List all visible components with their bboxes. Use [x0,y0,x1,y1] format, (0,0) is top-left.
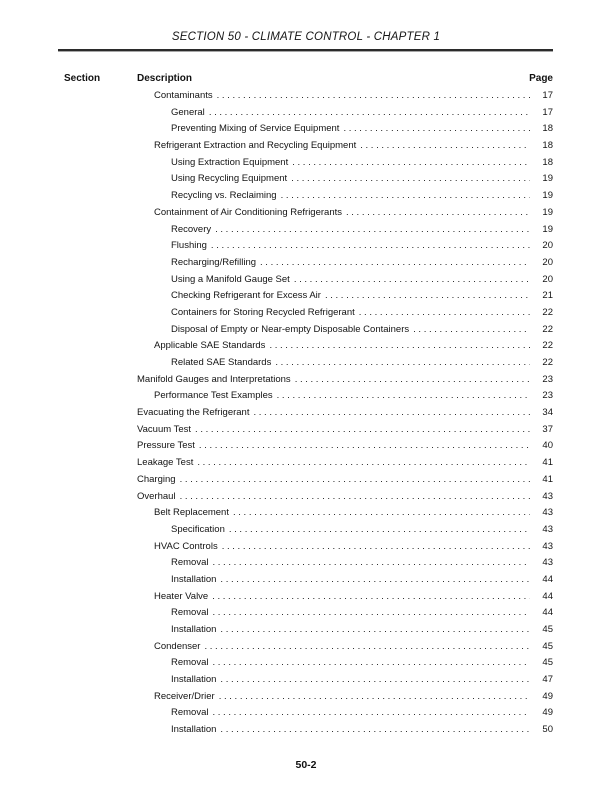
toc-dot-leader [213,655,531,672]
toc-dot-leader [209,105,530,122]
toc-row [137,288,553,305]
toc-row [137,355,553,372]
toc-entry-page: 45 [542,657,553,669]
toc-dot-leader [291,171,530,188]
toc-entry-page: 22 [542,306,553,318]
toc-entry-label: HVAC Controls [154,540,218,552]
toc-row [137,121,553,138]
toc-list [137,88,553,739]
toc-entry-label: Condenser [154,640,201,652]
toc-entry-page: 44 [542,573,553,585]
toc-entry-label: Recovery [171,223,212,235]
toc-entry-label: Applicable SAE Standards [154,340,266,352]
toc-dot-leader [199,438,530,455]
toc-entry-label: Belt Replacement [154,507,229,519]
toc-entry-page: 43 [542,523,553,535]
toc-entry-label: Containers for Storing Recycled Refrigerant [171,306,355,318]
toc-row [137,505,553,522]
toc-dot-leader [212,589,530,606]
toc-entry-label: Vacuum Test [137,423,192,435]
toc-entry-label: Installation [171,573,217,585]
toc-entry-page: 34 [542,407,553,419]
toc-dot-leader [281,188,530,205]
toc-dot-leader [360,138,530,155]
toc-row [137,472,553,489]
toc-row [137,572,553,589]
toc-entry-page: 49 [542,707,553,719]
toc-entry-page: 43 [542,557,553,569]
toc-row [137,105,553,122]
toc-row [137,705,553,722]
toc-entry-page: 45 [542,640,553,652]
toc-dot-leader [294,272,530,289]
toc-entry-page: 50 [542,724,553,736]
toc-entry-label: Charging [137,473,176,485]
toc-row [137,689,553,706]
toc-entry-page: 40 [542,440,553,452]
toc-entry-label: Using Recycling Equipment [171,173,288,185]
toc-entry-label: Removal [171,657,209,669]
column-header-section: Section [64,73,101,84]
toc-entry-page: 41 [542,473,553,485]
page-title: SECTION 50 - CLIMATE CONTROL - CHAPTER 1 [171,31,441,43]
toc-dot-leader [325,288,530,305]
toc-dot-leader [343,121,530,138]
toc-row [137,272,553,289]
toc-row [137,605,553,622]
toc-entry-label: Using Extraction Equipment [171,156,289,168]
toc-entry-label: Heater Valve [154,590,209,602]
toc-row [137,405,553,422]
toc-entry-label: Installation [171,674,217,686]
toc-dot-leader [204,639,530,656]
toc-dot-leader [222,539,530,556]
toc-entry-label: Recycling vs. Reclaiming [171,190,277,202]
toc-entry-page: 22 [542,357,553,368]
toc-entry-label: Manifold Gauges and Interpretations [137,373,291,385]
toc-row [137,188,553,205]
toc-entry-label: Leakage Test [137,457,194,469]
toc-row [137,622,553,639]
toc-entry-label: Recharging/Refilling [171,256,257,268]
toc-entry-page: 19 [542,190,553,202]
toc-row [137,455,553,472]
toc-entry-label: Receiver/Drier [154,690,215,702]
toc-dot-leader [213,705,531,722]
toc-row [137,305,553,322]
toc-row [137,205,553,222]
toc-entry-label: Installation [171,724,217,736]
toc-entry-label: Refrigerant Extraction and Recycling Equipment [154,140,357,152]
toc-row [137,255,553,272]
toc-entry-label: Installation [171,624,217,635]
header-rule [58,49,553,51]
toc-dot-leader [359,305,530,322]
toc-entry-page: 20 [542,256,553,268]
toc-dot-leader [220,722,530,739]
toc-entry-label: Performance Test Examples [154,390,273,402]
toc-entry-label: Specification [171,523,225,535]
toc-entry-label: Pressure Test [137,440,195,452]
column-headers [0,73,612,86]
toc-entry-label: Removal [171,607,209,619]
toc-row [137,422,553,439]
toc-entry-label: Removal [171,557,209,569]
toc-entry-page: 20 [542,273,553,285]
toc-entry-page: 18 [542,123,553,135]
toc-entry-page: 44 [542,590,553,602]
toc-row [137,222,553,239]
toc-entry-page: 22 [542,340,553,352]
toc-dot-leader [197,455,530,472]
toc-dot-leader [220,672,530,689]
toc-entry-page: 43 [542,490,553,502]
toc-row [137,372,553,389]
toc-row [137,639,553,656]
toc-row [137,722,553,739]
toc-entry-page: 41 [542,457,553,469]
toc-entry-label: Related SAE Standards [171,357,272,368]
toc-dot-leader [275,355,530,372]
toc-entry-page: 47 [542,674,553,686]
toc-row [137,138,553,155]
toc-row [137,388,553,405]
toc-dot-leader [195,422,530,439]
column-header-description: Description [137,73,193,84]
toc-entry-label: Using a Manifold Gauge Set [171,273,290,285]
toc-dot-leader [292,155,530,172]
toc-dot-leader [217,88,530,105]
toc-row [137,672,553,689]
toc-dot-leader [229,522,530,539]
toc-entry-page: 18 [542,140,553,152]
toc-entry-page: 17 [542,106,553,118]
toc-row [137,539,553,556]
page-footer: 50-2 [295,759,317,771]
toc-dot-leader [413,322,530,339]
toc-row [137,322,553,339]
toc-entry-label: Contaminants [154,90,213,101]
toc-dot-leader [260,255,530,272]
toc-entry-label: Overhaul [137,490,176,502]
toc-row [137,589,553,606]
toc-entry-label: Checking Refrigerant for Excess Air [171,290,321,302]
toc-entry-page: 23 [542,373,553,385]
toc-dot-leader [346,205,530,222]
toc-row [137,171,553,188]
toc-entry-page: 45 [542,624,553,635]
toc-row [137,555,553,572]
toc-dot-leader [253,405,530,422]
toc-row [137,155,553,172]
toc-dot-leader [219,689,530,706]
toc-row [137,438,553,455]
toc-entry-page: 43 [542,507,553,519]
toc-entry-label: Removal [171,707,209,719]
toc-entry-label: Flushing [171,240,207,252]
toc-dot-leader [233,505,530,522]
toc-entry-label: General [171,106,205,118]
toc-entry-label: Evacuating the Refrigerant [137,407,250,419]
toc-entry-page: 20 [542,240,553,252]
toc-entry-page: 19 [542,206,553,218]
toc-row [137,522,553,539]
toc-dot-leader [269,338,530,355]
toc-entry-page: 18 [542,156,553,168]
toc-entry-page: 19 [542,173,553,185]
toc-row [137,238,553,255]
toc-dot-leader [213,605,531,622]
toc-dot-leader [211,238,530,255]
toc-dot-leader [180,472,530,489]
toc-dot-leader [180,489,530,506]
toc-entry-page: 22 [542,323,553,335]
toc-row [137,88,553,105]
toc-entry-page: 17 [542,90,553,101]
toc-dot-leader [277,388,530,405]
toc-entry-label: Containment of Air Conditioning Refrigerants [154,206,342,218]
toc-dot-leader [215,222,530,239]
toc-row [137,338,553,355]
toc-entry-page: 19 [542,223,553,235]
toc-entry-page: 44 [542,607,553,619]
toc-dot-leader [220,622,530,639]
toc-dot-leader [213,555,531,572]
toc-entry-page: 37 [542,423,553,435]
toc-entry-page: 21 [542,290,553,302]
toc-dot-leader [295,372,530,389]
toc-entry-page: 23 [542,390,553,402]
column-header-page: Page [529,73,553,84]
toc-row [137,655,553,672]
toc-dot-leader [220,572,530,589]
toc-entry-label: Disposal of Empty or Near-empty Disposable Containers [171,323,410,335]
toc-entry-label: Preventing Mixing of Service Equipment [171,123,340,135]
toc-entry-page: 43 [542,540,553,552]
toc-row [137,489,553,506]
toc-entry-page: 49 [542,690,553,702]
